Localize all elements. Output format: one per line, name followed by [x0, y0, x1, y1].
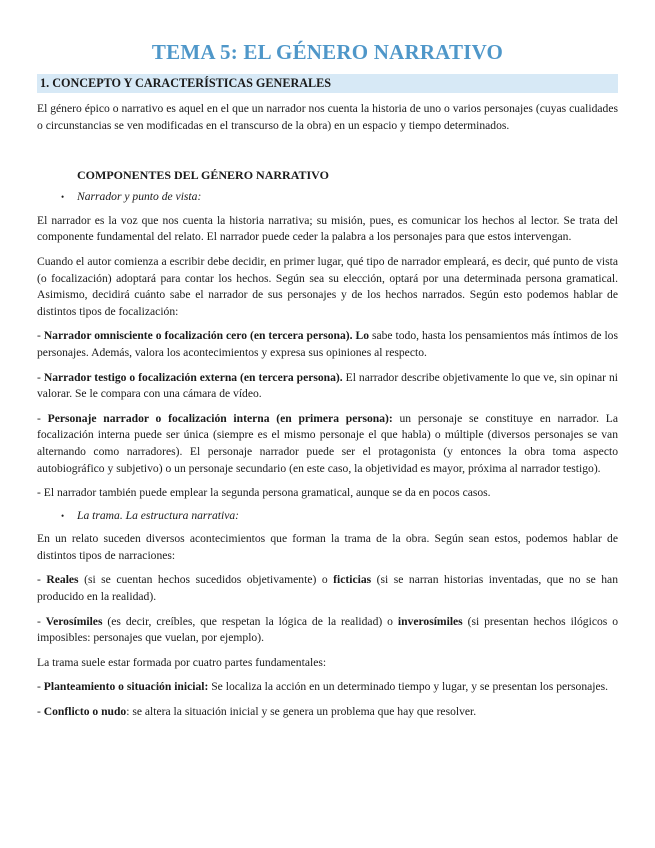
document-title: TEMA 5: EL GÉNERO NARRATIVO — [151, 40, 504, 64]
intro-paragraph: El género épico o narrativo es aquel en el que un narrador nos cuenta la historia de uno o varios personajes (cuyas cualidades o circunstancias se ven modificadas en el transcurso de la obra) en un espacio y tiempo determinados. — [37, 102, 618, 132]
paragraph: El narrador es la voz que nos cuenta la historia narrativa; su misión, pues, es comunicar los hechos al lector. Se trata del componente fundamental del relato. El narrador puede ceder la palabra a los personajes para que estos intervengan. — [37, 213, 618, 244]
definition-omnisciente: - Narrador omnisciente o focalización cero (en tercera persona). Lo sabe todo, hasta los pensamientos más íntimos de los personajes. Además, valora los acontecimientos y expresa sus opiniones al respecto. — [37, 329, 618, 359]
definition-testigo: - Narrador testigo o focalización externa (en tercera persona). El narrador describe objetivamente lo que ve, sin opinar ni valorar. Se le compara con una cámara de vídeo. — [37, 370, 619, 401]
term: Planteamiento o situación inicial: — [43, 680, 209, 694]
definition-personaje: - Personaje narrador o focalización interna (en primera persona): un personaje se constituye en narrador. La focalización interna puede ser única (siempre es el mismo personaje el que habla) o múltiple (diversos personajes se van alternando como narradores). El personaje narrador puede ser el protagonista (y entonces la obra toma aspecto autobiográfico y subjetivo) o un personaje secundario (en este caso, la objetividad es mayor, próxima al narrador testigo). — [37, 411, 618, 475]
term: ficticias — [333, 573, 372, 587]
paragraph: Cuando el autor comienza a escribir debe decidir, en primer lugar, qué tipo de narrador empleará, es decir, qué punto de vista (o focalización) adoptará para contar los hechos. Según sea su elección, optará por una determinada persona gramatical. Asimismo, decidirá cuánto sabe el narrador de sus personajes y de los hechos narrados. Según esto podemos hablar de distintos tipos de focalización: — [37, 254, 618, 318]
definition-conflicto: - Conflicto o nudo: se altera la situación inicial y se genera un problema que hay que resolver. — [37, 705, 477, 719]
bullet-icon: • — [61, 192, 65, 203]
bullet-label: La trama. La estructura narrativa: — [77, 508, 240, 522]
term: Narrador testigo o focalización externa (en tercera persona). — [43, 370, 343, 384]
definition-planteamiento: - Planteamiento o situación inicial: Se localiza la acción en un determinado tiempo y lugar, y se presentan los personajes. — [37, 680, 609, 694]
bullet-label: Narrador y punto de vista: — [77, 190, 202, 204]
bullet-icon: • — [61, 510, 65, 521]
term: Personaje narrador o focalización interna (en primera persona): — [47, 411, 393, 425]
definition-reales: - Reales (si se cuentan hechos sucedidos objetivamente) o ficticias (si se narran historias inventadas, que no se han producido en la realidad). — [37, 573, 618, 604]
definition-verosimiles: - Verosímiles (es decir, creíbles, que respetan la lógica de la realidad) o inverosímiles (si presentan hechos ilógicos o imposibles: personajes que vuelan, por ejemplo). — [37, 614, 618, 645]
document-body — [37, 101, 618, 721]
paragraph: - El narrador también puede emplear la segunda persona gramatical, aunque se da en pocos casos. — [37, 486, 491, 500]
bullet-narrador — [61, 189, 618, 206]
term: Reales — [46, 573, 79, 587]
paragraph: En un relato suceden diversos acontecimientos que forman la trama de la obra. Según sean estos, podemos hablar de distintos tipos de narraciones: — [37, 532, 618, 562]
term: Verosímiles — [45, 614, 103, 628]
section-heading: 1. CONCEPTO Y CARACTERÍSTICAS GENERALES — [37, 74, 618, 93]
paragraph: La trama suele estar formada por cuatro partes fundamentales: — [37, 655, 327, 669]
bullet-trama — [61, 508, 618, 525]
components-heading: COMPONENTES DEL GÉNERO NARRATIVO — [77, 168, 329, 183]
term: Narrador omnisciente o focalización cero (en tercera persona). Lo — [43, 329, 370, 343]
term: inverosímiles — [397, 614, 463, 628]
term: Conflicto o nudo — [43, 705, 127, 719]
